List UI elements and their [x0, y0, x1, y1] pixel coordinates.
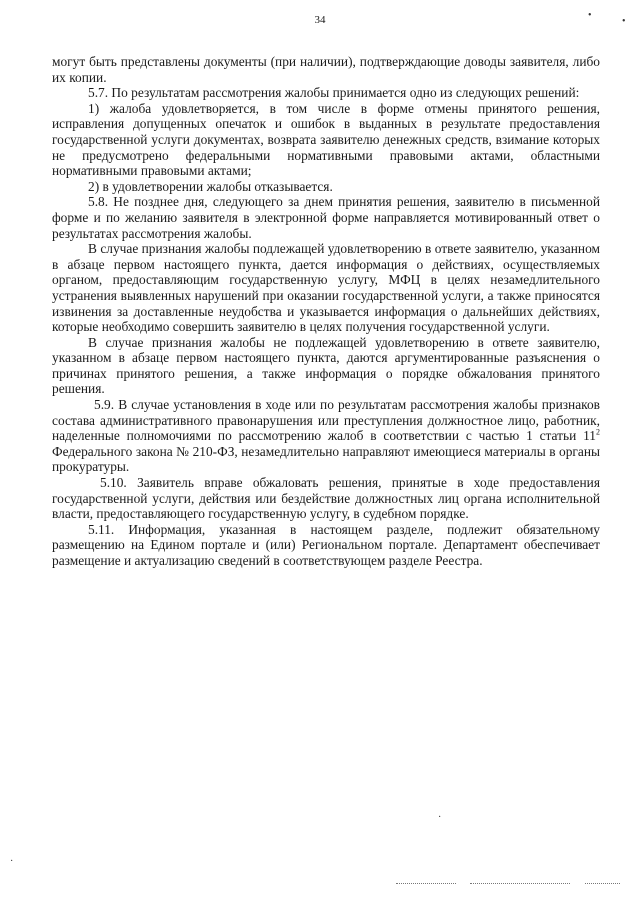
paragraph-positive-answer: В случае признания жалобы подлежащей удовлетворению в ответе заявителю, указанном в абзаце первом настоящего пункта, дается информация о действиях, осуществляемых органом, предоставляющим государственную услугу, МФЦ в целях незамедлительного устранения выявленных нарушений при оказании государственной услуги, а также приносятся извинения за доставленные неудобства и указывается информация о дальнейших действиях, которые необходимо совершить заявителю в целях получения государственной услуги.	[52, 241, 600, 335]
scan-artifact-dot: ·	[10, 856, 14, 867]
paragraph-5-9-text-end: Федерального закона № 210-ФЗ, незамедлительно направляют имеющиеся материалы в органы прокуратуры.	[52, 443, 600, 475]
scan-artifact-dot: ·	[438, 812, 442, 823]
scan-artifact-dot: •	[588, 10, 592, 21]
paragraph-5-7: 5.7. По результатам рассмотрения жалобы принимается одно из следующих решений:	[88, 85, 580, 101]
paragraph-negative-answer: В случае признания жалобы не подлежащей удовлетворению в ответе заявителю, указанном в абзаце первом настоящего пункта, даются аргументированные разъяснения о причинах принятого решения, а также информация о порядке обжалования принятого решения.	[52, 334, 600, 397]
paragraph-continuation: могут быть представлены документы (при наличии), подтверждающие доводы заявителя, либо их копии.	[52, 54, 600, 85]
scan-edge-line	[470, 883, 570, 884]
paragraph-5-9	[52, 397, 600, 475]
paragraph-5-11: 5.11. Информация, указанная в настоящем разделе, подлежит обязательному размещению на Едином портале и (или) Региональном портале. Департамент обеспечивает размещение и актуализацию сведений в соответствующем разделе Реестра.	[52, 521, 600, 568]
scan-artifact-dot: •	[622, 16, 626, 27]
paragraph-5-9-text: 5.9. В случае установления в ходе или по результатам рассмотрения жалобы признаков состава административного правонарушения или преступления должностное лицо, работник, наделенные полномочиями по рассмотрению жалоб в соответствии с частью 1 статьи 11	[52, 397, 600, 444]
document-body	[52, 54, 600, 569]
list-item-1: 1) жалоба удовлетворяется, в том числе в форме отмены принятого решения, исправления допущенных опечаток и ошибок в выданных в результате предоставления государственной услуги документах, возврата заявителю денежных средств, взимание которых не предусмотрено федеральными нормативными правовыми актами, областными нормативными правовыми актами;	[52, 100, 600, 179]
scan-edge-line	[396, 883, 456, 884]
scan-edge-line	[585, 883, 620, 884]
list-item-2: 2) в удовлетворении жалобы отказывается.	[88, 178, 333, 194]
paragraph-5-10: 5.10. Заявитель вправе обжаловать решения, принятые в ходе предоставления государственной услуги, действия или бездействие должностных лиц органа исполнительной власти, предоставляющего государственную услугу, в судебном порядке.	[52, 475, 600, 522]
paragraph-5-8: 5.8. Не позднее дня, следующего за днем принятия решения, заявителю в письменной форме и по желанию заявителя в электронной форме направляется мотивированный ответ о результатах рассмотрения жалобы.	[52, 194, 600, 241]
page-number: 34	[314, 14, 326, 26]
superscript: 2	[596, 427, 600, 437]
